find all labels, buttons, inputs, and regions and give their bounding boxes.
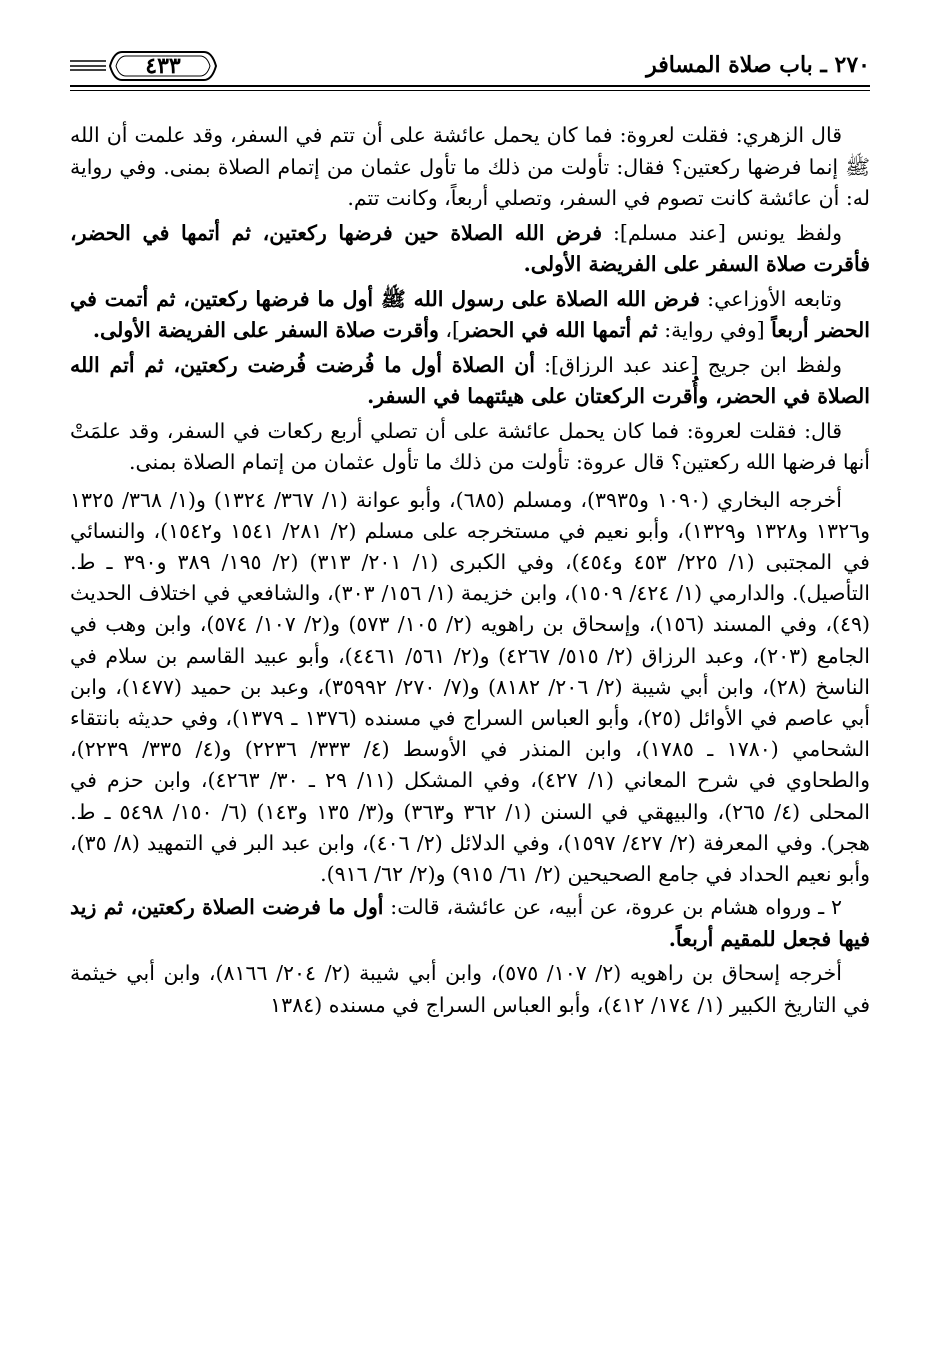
ornament-lines xyxy=(70,57,106,71)
hadith-text: وأقرت صلاة السفر على الفريضة الأولى. xyxy=(92,318,439,342)
narration-intro: وتابعه الأوزاعي: xyxy=(699,286,842,311)
narration-intro: ولفظ يونس [عند مسلم]: xyxy=(602,220,842,245)
narration-intro: ٢ ـ ورواه هشام بن عروة، عن أبيه، عن عائشة، قالت: xyxy=(383,895,842,920)
variant-note: [وفي رواية: xyxy=(657,318,772,342)
paragraph-awzai xyxy=(70,284,870,347)
hadith-text: فرض الله الصلاة حين فرضها ركعتين، ثم أتمها في الحضر، فأقرت صلاة السفر على الفريضة الأولى. xyxy=(70,220,870,276)
paragraph-sources-2 xyxy=(70,958,870,1021)
paragraph-zuhri xyxy=(70,120,870,215)
header-rule xyxy=(70,85,870,87)
paragraph-hisham xyxy=(70,892,870,955)
page-number-badge xyxy=(108,50,218,82)
header-rule-thin xyxy=(70,90,870,91)
paragraph-ibn-jurayj xyxy=(70,350,870,413)
main-text xyxy=(70,120,870,1024)
takhrij-text: أخرجه إسحاق بن راهويه (٢/ ١٠٧/ ٥٧٥)، وابن أبي شيبة (٢/ ٢٠٤/ ٨١٦٦)، وابن أبي خيثمة في التاريخ الكبير (١/ ١٧٤/ ٤١٢)، وأبو العباس السراج في مسنده (١٣٨٤ xyxy=(70,961,870,1017)
page-header xyxy=(70,48,870,90)
takhrij-text: أخرجه البخاري (١٠٩٠ و٣٩٣٥)، ومسلم (٦٨٥)، وأبو عوانة (١/ ٣٦٧/ ١٣٢٤) و(١/ ٣٦٨/ ١٣٢٥ و١٣٢٦ و١٣٢٨ و١٣٢٩)، وأبو نعيم في مستخرجه على مسلم (٢/ ٢٨١/ ١٥٤١ و١٥٤٢)، والنسائي في المجتبى (١/ ٢٢٥/ ٤٥٣ و٤٥٤)، وفي الكبرى (١/ ٢٠١/ ٣١٣) (٢/ ١٩٥/ ٣٨٩ و٣٩٠ ـ ط. التأصيل). والدارمي (١/ ٤٢٤/ ١٥٠٩)، وابن خزيمة (١/ ١٥٦/ ٣٠٣)، والشافعي في اختلاف الحديث (٤٩)، وفي المسند (١٥٦)، وإسحاق بن راهويه (٢/ ١٠٥/ ٥٧٣) و(٢/ ١٠٧/ ٥٧٤)، وابن وهب في الجامع (٢٠٣)، وعبد الرزاق (٢/ ٥١٥/ ٤٢٦٧) و(٢/ ٥٦١/ ٤٤٦١)، وأبو عبيد القاسم بن سلام في الناسخ (٢٨)، وابن أبي شيبة (٢/ ٢٠٦/ ٨١٨٢) و(٧/ ٢٧٠/ ٣٥٩٩٢)، وعبد بن حميد (١٤٧٧)، وابن أبي عاصم في الأوائل (٢٥)، وأبو العباس السراج في مسنده (١٣٧٦ ـ ١٣٧٩)، وفي حديثه بانتقاء الشحامي (١٧٨٠ ـ ١٧٨٥)، وابن المنذر في الأوسط (٤/ ٣٣٣/ ٢٢٣٦) و(٤/ ٣٣٥/ ٢٢٣٩)، والطحاوي في شرح المعاني (١/ ٤٢٧)، وفي المشكل (١١/ ٢٩ ـ ٣٠/ ٤٢٦٣)، وابن حزم في المحلى (٤/ ٢٦٥)، والبيهقي في السنن (١/ ٣٦٢ و٣٦٣) و(٣/ ١٣٥ و١٤٣) (٦/ ١٥٠/ ٥٤٩٨ ـ ط. هجر). وفي المعرفة (٢/ ٤٢٧/ ١٥٩٧)، وفي الدلائل (٢/ ٤٠٦)، وابن عبد البر في التمهيد (٨/ ٣٥)، وأبو نعيم الحداد في جامع الصحيحين (٢/ ٦١/ ٩١٥) و(٢/ ٦٢/ ٩١٦). xyxy=(70,487,870,886)
narration-intro: ولفظ ابن جريج [عند عبد الرزاق]: xyxy=(534,352,842,377)
variant-note-close: ]، xyxy=(438,318,460,342)
paragraph-urwa xyxy=(70,416,870,479)
paragraph-text: قال الزهري: فقلت لعروة: فما كان يحمل عائشة على أن تتم في السفر، وقد علمت أن الله ﷺ إنما فرضها ركعتين؟ فقال: تأولت من ذلك ما تأول عثمان من إتمام الصلاة بمنى. وفي رواية له: أن عائشة كانت تصوم في السفر، وتصلي أربعاً، وكانت تتم. xyxy=(70,123,870,210)
hadith-text: أن الصلاة أول ما فُرضت فُرضت ركعتين، ثم أتم الله الصلاة في الحضر، وأُقرت الركعتان على هيئتهما في السفر. xyxy=(70,352,870,408)
chapter-title: ٢٧٠ ـ باب صلاة المسافر xyxy=(646,52,870,78)
page-number: ٤٣٣ xyxy=(145,53,181,79)
hadith-text: فرض الله الصلاة على رسول الله ﷺ أول ما فرضها ركعتين، ثم أتمت في الحضر أربعاً xyxy=(70,286,870,342)
paragraph-sources xyxy=(70,485,870,891)
paragraph-yunus xyxy=(70,218,870,281)
hadith-text: أول ما فرضت الصلاة ركعتين، ثم زيد فيها فجعل للمقيم أربعاً. xyxy=(70,895,870,951)
hadith-text: ثم أتمها الله في الحضر xyxy=(460,318,658,342)
paragraph-text: قال: فقلت لعروة: فما كان يحمل عائشة على أن تصلي أربع ركعات في السفر، وقد علمَتْ أنها فرضها الله ركعتين؟ قال عروة: تأولت من ذلك ما تأول عثمان من إتمام الصلاة بمنى. xyxy=(70,418,870,474)
